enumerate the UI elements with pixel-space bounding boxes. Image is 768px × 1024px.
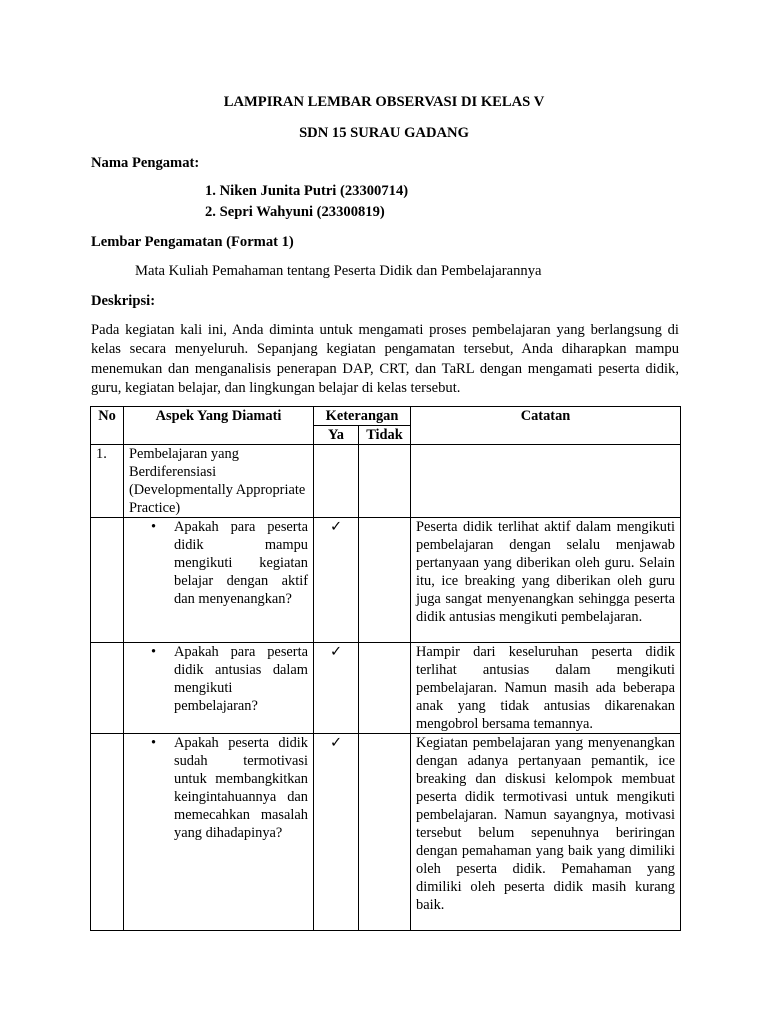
aspect-cell (124, 734, 314, 931)
course-name: Mata Kuliah Pemahaman tentang Peserta Didik dan Pembelajarannya (135, 263, 542, 279)
description-text: Pada kegiatan kali ini, Anda diminta untuk mengamati proses pembelajaran yang berlangsung di kelas secara menyeluruh. Sepanjang kegiatan pengamatan tersebut, Anda diharapkan mampu menemukan dan menganalisis penerapan DAP, CRT, dan TaRL dengan mengamati peserta didik, guru, kegiatan belajar, dan lingkungan belajar di kelas tersebut. (91, 322, 679, 396)
aspect-question: Apakah peserta didik sudah termotivasi untuk membangkitkan keingintahuannya dan memecahkan masalah yang dihadapinya? (174, 735, 308, 841)
table-header-row (91, 407, 681, 426)
table-row (91, 518, 681, 643)
description-label: Deskripsi: (91, 293, 156, 309)
table-row (91, 643, 681, 734)
section-number: 1. (91, 445, 124, 518)
observer-item: 1. Niken Junita Putri (23300714) (205, 183, 409, 199)
header-keterangan: Keterangan (314, 407, 411, 426)
header-no: No (91, 407, 124, 445)
note-cell: Kegiatan pembelajaran yang menyenangkan dengan adanya pertanyaan pemantik, ice breaking dan diskusi kelompok membuat peserta didik termotivasi untuk mengikuti pembelajaran. Namun sayangnya, motivasi tersebut belum sepenuhnya beriringan dengan pemahaman yang baik yang dimiliki oleh peserta didik. Pemahaman yang dimiliki oleh peserta didik masih kurang baik. (411, 734, 681, 931)
observer-label: Nama Pengamat: (91, 155, 200, 171)
observer-list (205, 181, 408, 223)
ya-check-icon: ✓ (314, 518, 359, 643)
section-note-cell (411, 445, 681, 518)
row-number-cell (91, 518, 124, 643)
aspect-cell (124, 643, 314, 734)
header-ya: Ya (314, 426, 359, 445)
aspect-cell (124, 518, 314, 643)
bullet-icon: • (151, 735, 157, 751)
section-tidak-cell (359, 445, 411, 518)
row-number-cell (91, 643, 124, 734)
section-ya-cell (314, 445, 359, 518)
tidak-cell (359, 518, 411, 643)
aspect-question: Apakah para peserta didik antusias dalam mengikuti pembelajaran? (174, 644, 308, 714)
note-cell: Peserta didik terlihat aktif dalam mengikuti pembelajaran dengan selalu menjawab pertanyaan yang diberikan oleh guru. Selain itu, ice breaking yang diberikan oleh guru juga sangat menyenangkan sehingga peserta didik antusias mengikuti pembelajaran. (411, 518, 681, 643)
aspect-question: Apakah para peserta didik mampu mengikuti kegiatan belajar dengan aktif dan menyenangkan? (174, 519, 308, 607)
note-cell: Hampir dari keseluruhan peserta didik terlihat antusias dalam mengikuti pembelajaran. Namun masih ada beberapa anak yang tidak antusias dikarenakan mengobrol bersama temannya. (411, 643, 681, 734)
bullet-icon: • (151, 644, 157, 660)
tidak-cell (359, 734, 411, 931)
ya-check-icon: ✓ (314, 643, 359, 734)
row-number-cell (91, 734, 124, 931)
observation-table (90, 406, 681, 931)
tidak-cell (359, 643, 411, 734)
sheet-label: Lembar Pengamatan (Format 1) (91, 234, 294, 250)
section-title: Pembelajaran yang Berdiferensiasi (Developmentally Appropriate Practice) (124, 445, 314, 518)
observer-item: 2. Sepri Wahyuni (23300819) (205, 204, 385, 220)
header-aspect: Aspek Yang Diamati (124, 407, 314, 445)
document-title: LAMPIRAN LEMBAR OBSERVASI DI KELAS V (223, 94, 545, 110)
header-catatan: Catatan (411, 407, 681, 445)
header-tidak: Tidak (359, 426, 411, 445)
table-row (91, 734, 681, 931)
table-section-row (91, 445, 681, 518)
school-name: SDN 15 SURAU GADANG (299, 125, 469, 141)
bullet-icon: • (151, 519, 157, 535)
ya-check-icon: ✓ (314, 734, 359, 931)
